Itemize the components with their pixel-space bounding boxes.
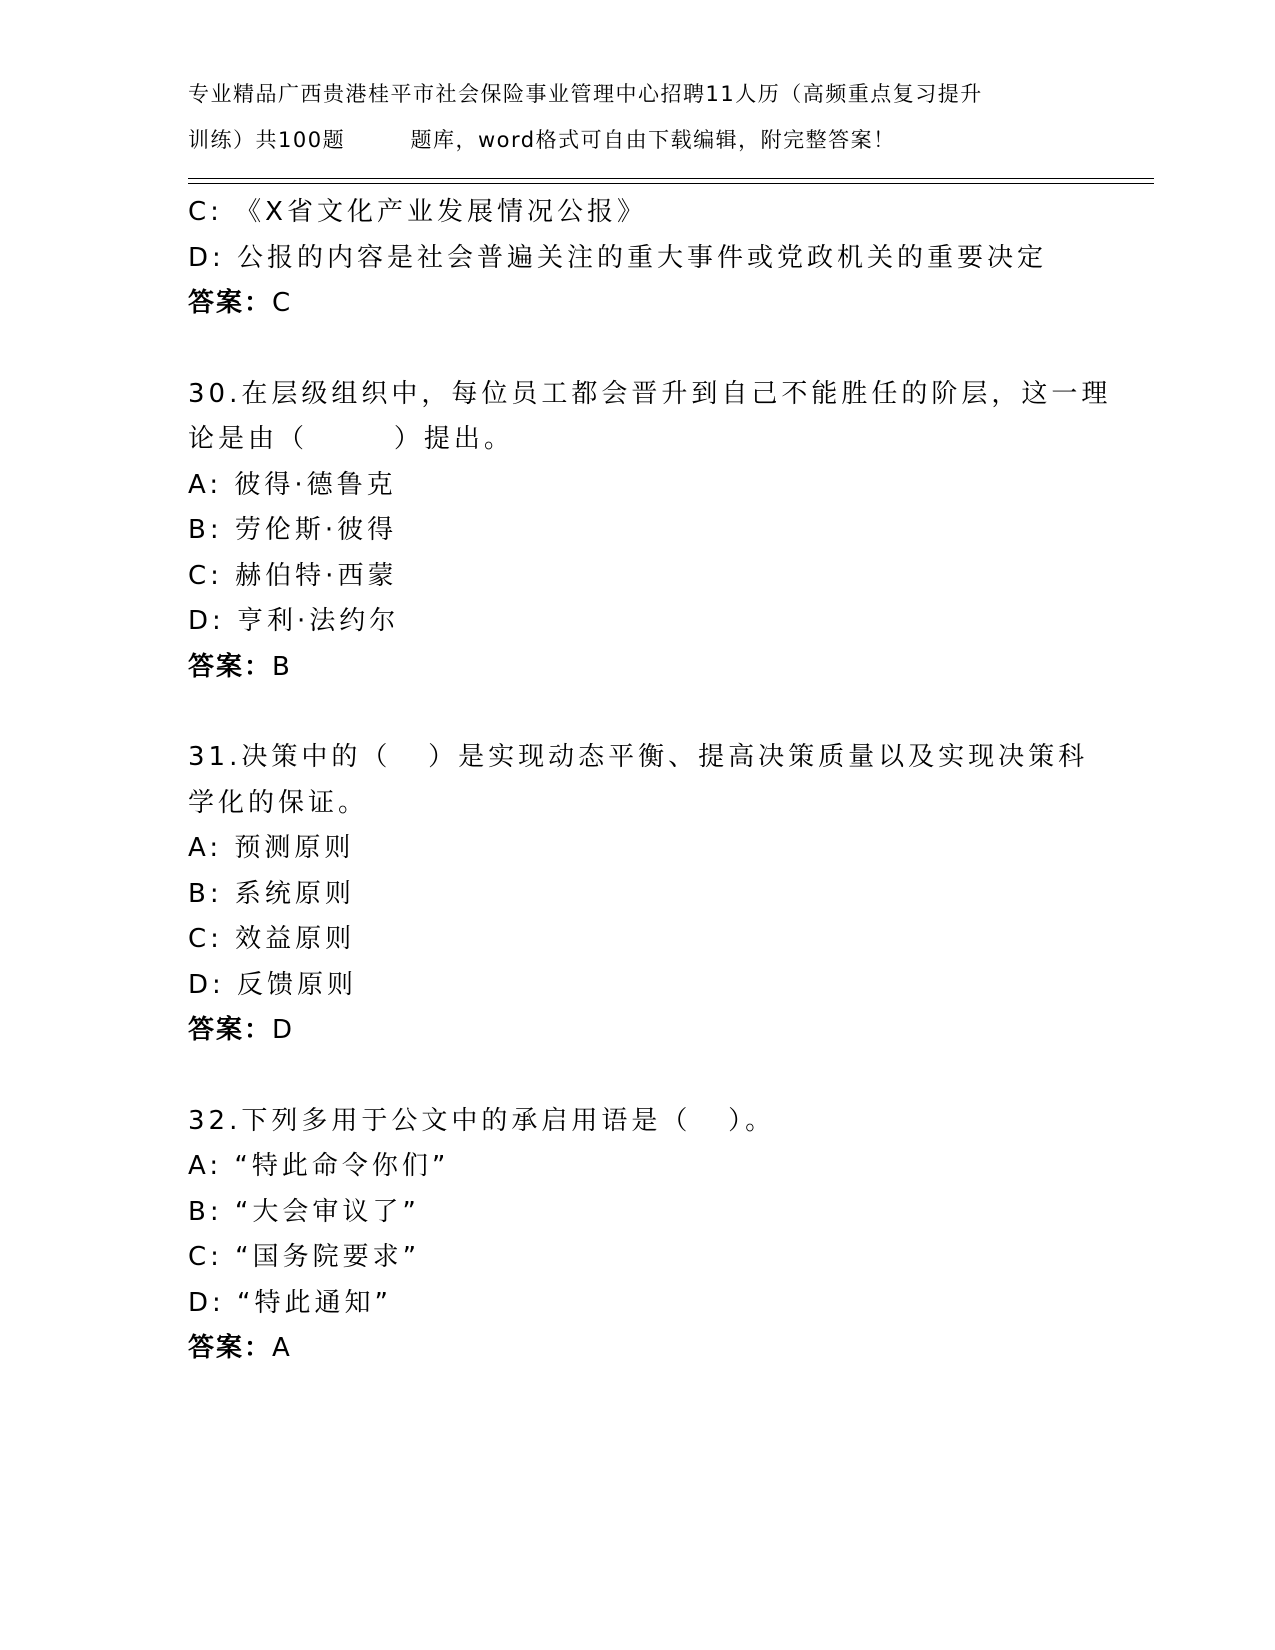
answer-line: [188, 1326, 1088, 1372]
option-c: C: “国务院要求”: [188, 1242, 421, 1272]
option-c: C: 《X省文化产业发展情况公报》: [188, 197, 647, 227]
option-b: B: 劳伦斯·彼得: [188, 515, 398, 545]
header-divider-top: [188, 178, 1154, 179]
question-gap: [188, 1054, 1088, 1099]
option-a: A: 预测原则: [188, 833, 355, 863]
answer-line: [188, 281, 1088, 327]
option-b: B: “大会审议了”: [188, 1196, 420, 1227]
answer-value: D: [272, 1015, 295, 1045]
header-divider-bottom: [188, 183, 1154, 184]
question-stem: 学化的保证。: [188, 787, 369, 818]
answer-value: B: [272, 651, 292, 682]
option-d: D: 反馈原则: [188, 969, 358, 1000]
option-a: A: 彼得·德鲁克: [188, 469, 397, 500]
question-stem: 31.决策中的（ ）是实现动态平衡、提高决策质量以及实现决策科: [188, 742, 1089, 772]
header-line-1: 专业精品广西贵港桂平市社会保险事业管理中心招聘11人历（高频重点复习提升: [188, 82, 983, 106]
question-gap: [188, 690, 1088, 735]
document-body: [188, 190, 1112, 1372]
answer-line: [188, 1008, 1088, 1054]
option-d: D: 公报的内容是社会普遍关注的重大事件或党政机关的重要决定: [188, 242, 1048, 273]
previous-question-tail: [188, 190, 1088, 327]
option-c: C: 赫伯特·西蒙: [188, 560, 398, 591]
option-d: D: 亨利·法约尔: [188, 606, 400, 636]
document-header: [188, 72, 1088, 163]
question-stem: 32.下列多用于公文中的承启用语是（ ）。: [188, 1105, 776, 1136]
answer-value: A: [272, 1333, 292, 1363]
answer-line: [188, 645, 1088, 691]
question-30: [188, 372, 1112, 691]
option-c: C: 效益原则: [188, 924, 356, 954]
question-stem: 论是由（ ）提出。: [188, 424, 514, 454]
answer-label: 答案：: [188, 651, 273, 682]
option-b: B: 系统原则: [188, 878, 355, 909]
answer-label: 答案：: [188, 1333, 273, 1363]
option-a: A: “特此命令你们”: [188, 1151, 450, 1181]
answer-label: 答案：: [188, 288, 273, 318]
option-d: D: “特此通知”: [188, 1287, 392, 1318]
header-line-2: 训练）共100题 题库，word格式可自由下载编辑，附完整答案！: [188, 127, 896, 152]
answer-value: C: [272, 288, 293, 318]
answer-label: 答案：: [188, 1015, 273, 1045]
question-stem: 30.在层级组织中，每位员工都会晋升到自己不能胜任的阶层，这一理: [188, 378, 1112, 409]
question-32: [188, 1099, 1088, 1372]
question-gap: [188, 327, 1088, 372]
question-31: [188, 735, 1088, 1054]
